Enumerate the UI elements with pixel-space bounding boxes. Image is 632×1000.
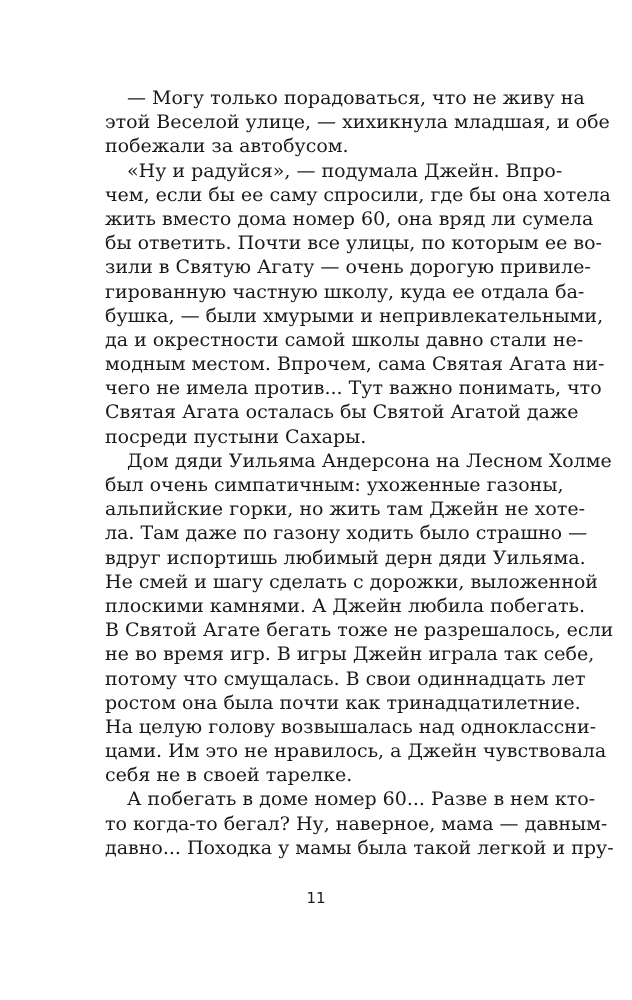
text-line: побежали за автобусом. xyxy=(105,135,349,158)
text-line: альпийские горки, но жить там Джейн не хоте- xyxy=(105,498,586,521)
text-line: чем, если бы ее саму спросили, где бы она хотела xyxy=(105,183,611,206)
text-line: вдруг испортишь любимый дерн дяди Уильяма. xyxy=(105,546,586,569)
text-line: «Ну и радуйся», — подумала Джейн. Впро- xyxy=(127,159,563,182)
text-line: гированную частную школу, куда ее отдала ба- xyxy=(105,280,585,303)
body-text xyxy=(105,86,614,860)
text-line: да и окрестности самой школы давно стали не- xyxy=(105,328,584,351)
text-line: модным местом. Впрочем, сама Святая Агата ни- xyxy=(105,353,605,376)
text-line: плоскими камнями. А Джейн любила побегать. xyxy=(105,594,586,617)
paragraph-4 xyxy=(105,787,614,860)
text-line: был очень симпатичным: ухоженные газоны, xyxy=(105,474,564,496)
paragraph-2 xyxy=(105,159,611,449)
text-line: бушка, — были хмурыми и непривлекательными, xyxy=(105,304,604,327)
text-line: давно... Походка у мамы была такой легкой и пру- xyxy=(105,836,614,859)
text-line: чего не имела против... Тут важно понимать, что xyxy=(105,377,602,400)
text-line: цами. Им это не нравилось, а Джейн чувствовала xyxy=(105,740,607,763)
paragraph-3 xyxy=(105,449,614,788)
text-line: — Могу только порадоваться, что не живу на xyxy=(127,87,585,109)
text-line: Святая Агата осталась бы Святой Агатой даже xyxy=(105,401,579,424)
text-line: жить вместо дома номер 60, она вряд ли сумела xyxy=(105,207,594,230)
text-line: Не смей и шагу сделать с дорожки, выложенной xyxy=(105,570,598,593)
text-line: Дом дяди Уильяма Андерсона на Лесном Холме xyxy=(127,449,612,472)
paragraph-1 xyxy=(105,86,610,159)
text-line: посреди пустыни Сахары. xyxy=(105,425,367,448)
text-line: не во время игр. В игры Джейн играла так себе, xyxy=(105,643,595,666)
text-line: ла. Там даже по газону ходить было страшно — xyxy=(105,522,588,545)
text-line: На целую голову возвышалась над одноклассни- xyxy=(105,715,597,738)
text-line: то когда-то бегал? Ну, наверное, мама — давным- xyxy=(105,812,608,835)
text-line: себя не в своей тарелке. xyxy=(105,764,353,787)
text-line: зили в Святую Агату — очень дорогую привиле- xyxy=(105,256,591,279)
text-line: В Святой Агате бегать тоже не разрешалось, если xyxy=(105,619,614,642)
text-line: ростом она была почти как тринадцатилетние. xyxy=(105,691,581,714)
text-line: бы ответить. Почти все улицы, по которым ее во- xyxy=(105,232,602,255)
text-line: потому что смущалась. В свои одиннадцать лет xyxy=(105,667,586,690)
text-line: этой Веселой улице, — хихикнула младшая, и обе xyxy=(105,111,610,134)
page-number: 11 xyxy=(306,889,326,907)
text-line: А побегать в доме номер 60... Разве в нем кто- xyxy=(127,788,596,811)
